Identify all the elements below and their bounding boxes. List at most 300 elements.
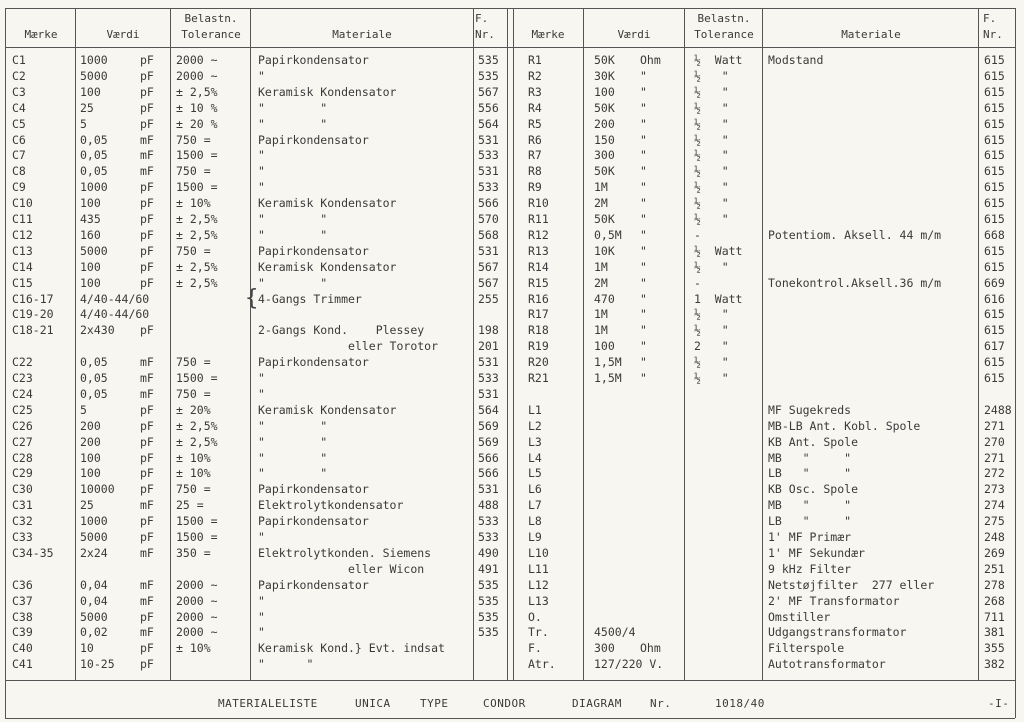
cell-unit: pF bbox=[140, 402, 154, 417]
cell-unit: " bbox=[640, 84, 647, 99]
cell-maerke: L6 bbox=[528, 482, 542, 497]
cell-tolerance: 750 = bbox=[176, 132, 211, 147]
cell-fnr: 533 bbox=[478, 514, 499, 529]
cell-vaerdi: 25 bbox=[80, 498, 94, 513]
cell-vaerdi: 127/220 V. bbox=[594, 657, 664, 672]
cell-unit: Ohm bbox=[640, 641, 661, 656]
cell-maerke: C26 bbox=[12, 418, 33, 433]
cell-maerke: C22 bbox=[12, 355, 33, 370]
cell-tolerance: 2000 ~ bbox=[176, 625, 218, 640]
cell-materiale: MB " " bbox=[768, 498, 852, 513]
cell-fnr: 273 bbox=[984, 482, 1005, 497]
cell-unit: mF bbox=[140, 625, 154, 640]
cell-materiale: eller Torotor bbox=[258, 339, 439, 354]
cell-vaerdi: 50K bbox=[594, 164, 615, 179]
cell-vaerdi: 300 bbox=[594, 148, 615, 163]
cell-unit: " bbox=[640, 196, 647, 211]
cell-unit: " bbox=[640, 275, 647, 290]
cell-vaerdi: 5000 bbox=[80, 68, 108, 83]
cell-vaerdi: 0,05 bbox=[80, 164, 108, 179]
cell-materiale: Papirkondensator bbox=[258, 53, 369, 67]
cell-fnr: 490 bbox=[478, 545, 499, 560]
cell-unit: " bbox=[640, 132, 647, 147]
cell-maerke: R16 bbox=[528, 291, 549, 306]
cell-maerke: C25 bbox=[12, 402, 33, 417]
cell-fnr: 531 bbox=[478, 355, 499, 370]
cell-maerke: L8 bbox=[528, 514, 542, 529]
cell-vaerdi: 0,05 bbox=[80, 386, 108, 401]
cell-vaerdi: 2M bbox=[594, 196, 608, 211]
cell-maerke: C31 bbox=[12, 498, 33, 513]
brace-mark: { bbox=[245, 286, 259, 311]
cell-fnr: 531 bbox=[478, 386, 499, 401]
cell-maerke: C36 bbox=[12, 577, 33, 592]
cell-unit: pF bbox=[140, 116, 154, 131]
cell-fnr: 566 bbox=[478, 466, 499, 481]
cell-tolerance: ½ " bbox=[694, 355, 729, 370]
col-divider bbox=[513, 8, 514, 680]
cell-unit: pF bbox=[140, 609, 154, 624]
cell-vaerdi: 1,5M bbox=[594, 371, 622, 385]
cell-tolerance: 350 = bbox=[176, 545, 211, 560]
cell-vaerdi: 5000 bbox=[80, 530, 108, 544]
cell-vaerdi: 100 bbox=[80, 450, 101, 465]
cell-unit: pF bbox=[140, 275, 154, 290]
cell-vaerdi: 100 bbox=[594, 84, 615, 99]
cell-tolerance: 2000 ~ bbox=[176, 53, 218, 67]
cell-vaerdi: 1000 bbox=[80, 53, 108, 67]
cell-tolerance: ± 2,5% bbox=[176, 275, 218, 290]
cell-materiale: LB " " bbox=[768, 514, 852, 529]
cell-fnr: 531 bbox=[478, 164, 499, 179]
cell-materiale: " " bbox=[258, 227, 328, 242]
cell-unit: mF bbox=[140, 386, 154, 401]
cell-materiale: " bbox=[258, 625, 265, 640]
cell-vaerdi: 4/40-44/60 bbox=[80, 291, 150, 306]
cell-fnr: 668 bbox=[984, 227, 1005, 242]
cell-vaerdi: 0,04 bbox=[80, 593, 108, 608]
cell-unit: pF bbox=[140, 530, 154, 544]
cell-maerke: C32 bbox=[12, 514, 33, 529]
cell-fnr: 535 bbox=[478, 609, 499, 624]
cell-fnr: 615 bbox=[984, 132, 1005, 147]
cell-vaerdi: 50K bbox=[594, 53, 615, 67]
footer-unica: UNICA bbox=[355, 697, 391, 710]
cell-vaerdi: 4500/4 bbox=[594, 625, 636, 640]
cell-fnr: 669 bbox=[984, 275, 1005, 290]
col-divider bbox=[684, 8, 685, 680]
cell-maerke: L12 bbox=[528, 577, 549, 592]
cell-tolerance: ± 2,5% bbox=[176, 434, 218, 449]
cell-unit: " bbox=[640, 259, 647, 274]
cell-fnr: 564 bbox=[478, 402, 499, 417]
cell-materiale: MF Sugekreds bbox=[768, 402, 852, 417]
cell-maerke: C10 bbox=[12, 196, 33, 211]
cell-maerke: R17 bbox=[528, 307, 549, 322]
cell-maerke: C37 bbox=[12, 593, 33, 608]
cell-unit: mF bbox=[140, 148, 154, 163]
cell-materiale: 9 kHz Filter bbox=[768, 561, 852, 576]
cell-maerke: R11 bbox=[528, 212, 549, 226]
cell-fnr: 568 bbox=[478, 227, 499, 242]
cell-unit: " bbox=[640, 307, 647, 322]
cell-fnr: 615 bbox=[984, 355, 1005, 370]
header-maerke-right: Mærke bbox=[531, 28, 565, 41]
cell-vaerdi: 10-25 bbox=[80, 657, 115, 672]
footer-diagram: DIAGRAM bbox=[572, 697, 622, 710]
cell-fnr: 615 bbox=[984, 259, 1005, 274]
cell-unit: pF bbox=[140, 212, 154, 226]
cell-materiale: " " bbox=[258, 116, 328, 131]
cell-tolerance: - bbox=[694, 275, 701, 290]
cell-maerke: C13 bbox=[12, 243, 33, 258]
cell-maerke: R15 bbox=[528, 275, 549, 290]
cell-fnr: 535 bbox=[478, 53, 499, 67]
cell-maerke: C28 bbox=[12, 450, 33, 465]
cell-vaerdi: 2M bbox=[594, 275, 608, 290]
cell-vaerdi: 2x430 bbox=[80, 323, 115, 338]
cell-vaerdi: 1000 bbox=[80, 180, 108, 195]
cell-unit: " bbox=[640, 227, 647, 242]
cell-materiale: Elektrolytkonden. Siemens bbox=[258, 545, 432, 560]
cell-tolerance: ½ Watt bbox=[694, 243, 743, 258]
cell-maerke: C11 bbox=[12, 212, 33, 226]
cell-tolerance: 750 = bbox=[176, 482, 211, 497]
cell-maerke: R13 bbox=[528, 243, 549, 258]
cell-maerke: C9 bbox=[12, 180, 26, 195]
cell-vaerdi: 100 bbox=[80, 466, 101, 481]
cell-maerke: C34-35 bbox=[12, 545, 54, 560]
cell-maerke: C40 bbox=[12, 641, 33, 656]
cell-unit: " bbox=[640, 68, 647, 83]
cell-fnr: 270 bbox=[984, 434, 1005, 449]
table-bottom-border bbox=[5, 680, 1015, 681]
cell-maerke: R5 bbox=[528, 116, 542, 131]
cell-fnr: 488 bbox=[478, 498, 499, 513]
cell-maerke: C41 bbox=[12, 657, 33, 672]
cell-fnr: 535 bbox=[478, 68, 499, 83]
cell-unit: " bbox=[640, 371, 647, 385]
cell-materiale: " bbox=[258, 180, 265, 195]
cell-tolerance: 2 " bbox=[694, 339, 729, 354]
cell-fnr: 533 bbox=[478, 371, 499, 385]
cell-fnr: 274 bbox=[984, 498, 1005, 513]
cell-tolerance: 1 Watt bbox=[694, 291, 743, 306]
cell-tolerance: ± 20% bbox=[176, 402, 211, 417]
cell-vaerdi: 0,05 bbox=[80, 371, 108, 385]
cell-tolerance: ± 2,5% bbox=[176, 227, 218, 242]
cell-fnr: 255 bbox=[478, 291, 499, 306]
cell-tolerance: ± 20 % bbox=[176, 116, 218, 131]
cell-unit: pF bbox=[140, 180, 154, 195]
cell-tolerance: ± 2,5% bbox=[176, 259, 218, 274]
cell-maerke: R7 bbox=[528, 148, 542, 163]
cell-vaerdi: 100 bbox=[80, 259, 101, 274]
cell-fnr: 533 bbox=[478, 180, 499, 195]
cell-vaerdi: 200 bbox=[80, 418, 101, 433]
cell-fnr: 615 bbox=[984, 307, 1005, 322]
cell-tolerance: - bbox=[694, 227, 701, 242]
cell-unit: mF bbox=[140, 371, 154, 385]
cell-tolerance: ± 2,5% bbox=[176, 212, 218, 226]
cell-maerke: L13 bbox=[528, 593, 549, 608]
cell-materiale: Keramisk Kondensator bbox=[258, 196, 397, 211]
cell-vaerdi: 0,05 bbox=[80, 355, 108, 370]
cell-materiale: " " bbox=[258, 418, 328, 433]
cell-vaerdi: 5 bbox=[80, 402, 87, 417]
cell-tolerance: 1500 = bbox=[176, 371, 218, 385]
cell-maerke: C8 bbox=[12, 164, 26, 179]
header-maerke: Mærke bbox=[24, 28, 58, 41]
cell-maerke: L10 bbox=[528, 545, 549, 560]
cell-fnr: 381 bbox=[984, 625, 1005, 640]
cell-vaerdi: 100 bbox=[80, 196, 101, 211]
cell-unit: pF bbox=[140, 323, 154, 338]
cell-unit: mF bbox=[140, 164, 154, 179]
cell-maerke: F. bbox=[528, 641, 542, 656]
col-divider bbox=[762, 8, 763, 680]
cell-maerke: R4 bbox=[528, 100, 542, 115]
cell-maerke: L2 bbox=[528, 418, 542, 433]
cell-fnr: 615 bbox=[984, 180, 1005, 195]
cell-vaerdi: 300 bbox=[594, 641, 615, 656]
cell-unit: mF bbox=[140, 355, 154, 370]
cell-fnr: 535 bbox=[478, 577, 499, 592]
cell-fnr: 248 bbox=[984, 530, 1005, 544]
cell-maerke: R3 bbox=[528, 84, 542, 99]
cell-vaerdi: 470 bbox=[594, 291, 615, 306]
cell-fnr: 535 bbox=[478, 625, 499, 640]
cell-materiale: " bbox=[258, 530, 265, 544]
cell-vaerdi: 200 bbox=[80, 434, 101, 449]
cell-fnr: 567 bbox=[478, 275, 499, 290]
right-border bbox=[1015, 8, 1016, 718]
cell-maerke: Tr. bbox=[528, 625, 549, 640]
cell-vaerdi: 435 bbox=[80, 212, 101, 226]
cell-fnr: 615 bbox=[984, 243, 1005, 258]
cell-fnr: 533 bbox=[478, 530, 499, 544]
cell-unit: pF bbox=[140, 466, 154, 481]
cell-maerke: C6 bbox=[12, 132, 26, 147]
header-divider bbox=[5, 47, 1015, 48]
cell-materiale: " " bbox=[258, 450, 328, 465]
cell-fnr: 615 bbox=[984, 212, 1005, 226]
cell-fnr: 569 bbox=[478, 418, 499, 433]
cell-materiale: " " bbox=[258, 100, 328, 115]
cell-unit: pF bbox=[140, 227, 154, 242]
cell-vaerdi: 0,05 bbox=[80, 148, 108, 163]
header-fnr-nr-right: Nr. bbox=[983, 28, 1003, 41]
cell-maerke: L11 bbox=[528, 561, 549, 576]
cell-maerke: R20 bbox=[528, 355, 549, 370]
cell-materiale: 2' MF Transformator bbox=[768, 593, 900, 608]
cell-vaerdi: 30K bbox=[594, 68, 615, 83]
cell-unit: pF bbox=[140, 243, 154, 258]
cell-vaerdi: 100 bbox=[594, 339, 615, 354]
cell-materiale: Netstøjfilter 277 eller bbox=[768, 577, 935, 592]
cell-maerke: R14 bbox=[528, 259, 549, 274]
cell-unit: " bbox=[640, 243, 647, 258]
cell-maerke: L9 bbox=[528, 530, 542, 544]
cell-materiale: Papirkondensator bbox=[258, 577, 369, 592]
cell-fnr: 535 bbox=[478, 593, 499, 608]
cell-materiale: " bbox=[258, 164, 265, 179]
left-border bbox=[5, 8, 6, 718]
cell-unit: mF bbox=[140, 577, 154, 592]
cell-tolerance: ± 2,5% bbox=[176, 84, 218, 99]
footer-diagram-number: 1018/40 bbox=[715, 697, 765, 710]
cell-materiale: " " bbox=[258, 657, 314, 672]
cell-maerke: C4 bbox=[12, 100, 26, 115]
cell-tolerance: 750 = bbox=[176, 243, 211, 258]
cell-tolerance: ½ " bbox=[694, 259, 729, 274]
cell-fnr: 491 bbox=[478, 561, 499, 576]
cell-vaerdi: 1,5M bbox=[594, 355, 622, 370]
cell-fnr: 615 bbox=[984, 100, 1005, 115]
cell-unit: pF bbox=[140, 53, 154, 67]
cell-materiale: Keramisk Kondensator bbox=[258, 84, 397, 99]
cell-fnr: 355 bbox=[984, 641, 1005, 656]
header-tolerance: Tolerance bbox=[181, 28, 241, 41]
cell-fnr: 615 bbox=[984, 371, 1005, 385]
cell-fnr: 615 bbox=[984, 116, 1005, 131]
header-vaerdi-right: Værdi bbox=[617, 28, 651, 41]
cell-materiale: Keramisk Kondensator bbox=[258, 259, 397, 274]
cell-unit: pF bbox=[140, 418, 154, 433]
header-materiale-right: Materiale bbox=[841, 28, 901, 41]
cell-materiale: " " bbox=[258, 466, 328, 481]
cell-materiale: " " bbox=[258, 212, 328, 226]
cell-maerke: C24 bbox=[12, 386, 33, 401]
cell-materiale: Papirkondensator bbox=[258, 355, 369, 370]
cell-tolerance: ½ " bbox=[694, 307, 729, 322]
cell-tolerance: 1500 = bbox=[176, 514, 218, 529]
cell-materiale: Filterspole bbox=[768, 641, 845, 656]
cell-vaerdi: 0,05 bbox=[80, 132, 108, 147]
footer-page-number: -I- bbox=[988, 697, 1010, 710]
cell-unit: pF bbox=[140, 657, 154, 672]
cell-fnr: 570 bbox=[478, 212, 499, 226]
cell-unit: " bbox=[640, 323, 647, 338]
cell-maerke: C2 bbox=[12, 68, 26, 83]
cell-materiale: MB " " bbox=[768, 450, 852, 465]
cell-tolerance: 750 = bbox=[176, 355, 211, 370]
cell-unit: " bbox=[640, 291, 647, 306]
cell-materiale: LB " " bbox=[768, 466, 852, 481]
col-divider bbox=[250, 8, 251, 680]
cell-tolerance: 750 = bbox=[176, 386, 211, 401]
cell-vaerdi: 5000 bbox=[80, 609, 108, 624]
cell-vaerdi: 1M bbox=[594, 307, 608, 322]
cell-tolerance: 25 = bbox=[176, 498, 204, 513]
cell-vaerdi: 10000 bbox=[80, 482, 115, 497]
cell-maerke: C14 bbox=[12, 259, 33, 274]
cell-materiale: " bbox=[258, 371, 265, 385]
cell-maerke: R10 bbox=[528, 196, 549, 211]
cell-unit: pF bbox=[140, 641, 154, 656]
cell-maerke: R8 bbox=[528, 164, 542, 179]
cell-materiale: Potentiom. Aksell. 44 m/m bbox=[768, 227, 942, 242]
cell-fnr: 567 bbox=[478, 84, 499, 99]
cell-materiale: " bbox=[258, 386, 265, 401]
cell-materiale: Papirkondensator bbox=[258, 482, 369, 497]
cell-tolerance: 1500 = bbox=[176, 530, 218, 544]
cell-maerke: C30 bbox=[12, 482, 33, 497]
cell-materiale: MB-LB Ant. Kobl. Spole bbox=[768, 418, 921, 433]
cell-unit: " bbox=[640, 116, 647, 131]
top-border bbox=[5, 8, 1015, 9]
col-divider bbox=[507, 8, 508, 680]
cell-maerke: C29 bbox=[12, 466, 33, 481]
cell-unit: pF bbox=[140, 259, 154, 274]
cell-maerke: C23 bbox=[12, 371, 33, 385]
cell-materiale: Papirkondensator bbox=[258, 514, 369, 529]
header-tolerance-right: Tolerance bbox=[694, 28, 754, 41]
cell-materiale: 4-Gangs Trimmer bbox=[258, 291, 362, 306]
cell-unit: " bbox=[640, 212, 647, 226]
header-materiale: Materiale bbox=[332, 28, 392, 41]
col-divider bbox=[170, 8, 171, 680]
cell-maerke: C39 bbox=[12, 625, 33, 640]
cell-materiale: " bbox=[258, 68, 265, 83]
cell-vaerdi: 5000 bbox=[80, 243, 108, 258]
cell-maerke: Atr. bbox=[528, 657, 556, 672]
cell-fnr: 531 bbox=[478, 132, 499, 147]
cell-vaerdi: 0,04 bbox=[80, 577, 108, 592]
cell-fnr: 533 bbox=[478, 148, 499, 163]
header-fnr-f: F. bbox=[475, 12, 489, 25]
cell-materiale: " " bbox=[258, 275, 328, 290]
cell-tolerance: ½ " bbox=[694, 196, 729, 211]
cell-maerke: C3 bbox=[12, 84, 26, 99]
cell-vaerdi: 1000 bbox=[80, 514, 108, 529]
cell-fnr: 2488 bbox=[984, 402, 1012, 417]
cell-maerke: L5 bbox=[528, 466, 542, 481]
cell-fnr: 268 bbox=[984, 593, 1005, 608]
cell-fnr: 617 bbox=[984, 339, 1005, 354]
cell-vaerdi: 2x24 bbox=[80, 545, 108, 560]
cell-unit: " bbox=[640, 100, 647, 115]
cell-vaerdi: 150 bbox=[594, 132, 615, 147]
cell-fnr: 531 bbox=[478, 482, 499, 497]
cell-maerke: L3 bbox=[528, 434, 542, 449]
cell-unit: pF bbox=[140, 450, 154, 465]
header-fnr-f-right: F. bbox=[983, 12, 997, 25]
cell-tolerance: ½ " bbox=[694, 132, 729, 147]
cell-vaerdi: 160 bbox=[80, 227, 101, 242]
cell-fnr: 275 bbox=[984, 514, 1005, 529]
cell-fnr: 531 bbox=[478, 243, 499, 258]
cell-unit: pF bbox=[140, 482, 154, 497]
cell-maerke: C12 bbox=[12, 227, 33, 242]
cell-fnr: 271 bbox=[984, 450, 1005, 465]
cell-materiale: " bbox=[258, 609, 265, 624]
cell-maerke: C7 bbox=[12, 148, 26, 163]
cell-maerke: C1 bbox=[12, 53, 26, 67]
cell-tolerance: ± 10% bbox=[176, 196, 211, 211]
cell-tolerance: ½ " bbox=[694, 180, 729, 195]
cell-fnr: 615 bbox=[984, 148, 1005, 163]
cell-unit: " bbox=[640, 148, 647, 163]
cell-maerke: C15 bbox=[12, 275, 33, 290]
cell-fnr: 615 bbox=[984, 84, 1005, 99]
cell-tolerance: ± 10% bbox=[176, 466, 211, 481]
cell-unit: " bbox=[640, 180, 647, 195]
cell-fnr: 271 bbox=[984, 418, 1005, 433]
cell-vaerdi: 100 bbox=[80, 275, 101, 290]
cell-maerke: R12 bbox=[528, 227, 549, 242]
cell-tolerance: 1500 = bbox=[176, 148, 218, 163]
